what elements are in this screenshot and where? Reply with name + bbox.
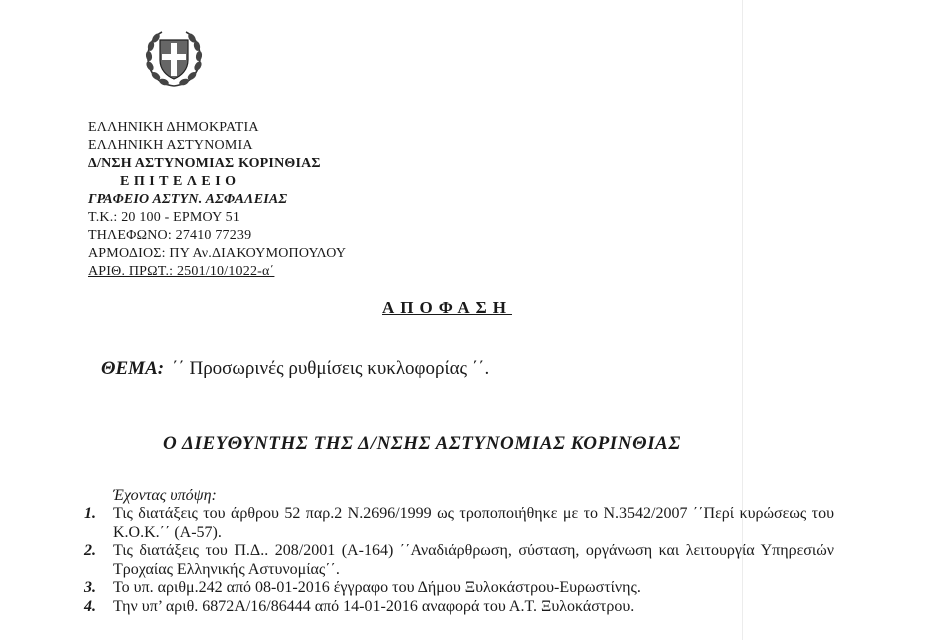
director-heading: Ο ΔΙΕΥΘΥΝΤΗΣ ΤΗΣ Δ/ΝΣΗΣ ΑΣΤΥΝΟΜΙΑΣ ΚΟΡΙΝΘΙΑΣ [163, 433, 681, 454]
header-office: ΓΡΑΦΕΙΟ ΑΣΤΥΝ. ΑΣΦΑΛΕΙΑΣ [88, 192, 288, 207]
list-item-number: 4. [84, 597, 96, 615]
header-responsible-officer: ΑΡΜΟΔΙΟΣ: ΠΥ Αν.ΔΙΑΚΟΥΜΟΠΟΥΛΟΥ [88, 246, 347, 261]
list-item [84, 598, 834, 617]
header-republic: ΕΛΛΗΝΙΚΗ ΔΗΜΟΚΡΑΤΙΑ [88, 120, 259, 135]
subject-line [101, 358, 489, 380]
list-item [84, 579, 834, 598]
header-protocol-number: ΑΡΙΘ. ΠΡΩΤ.: 2501/10/1022-α΄ [88, 264, 275, 279]
list-item-text: Τις διατάξεις του άρθρου 52 παρ.2 Ν.2696/1999 ως τροποποιήθηκε με το Ν.3542/2007 ΄΄Περί κυρώσεως του Κ.Ο.Κ.΄΄ (Α-57). [113, 505, 834, 541]
header-phone: ΤΗΛΕΦΩΝΟ: 27410 77239 [88, 228, 252, 243]
list-item-text: Την υπ’ αριθ. 6872Α/16/86444 από 14-01-2016 αναφορά του Α.Τ. Ξυλοκάστρου. [113, 597, 635, 615]
document-title: ΑΠΟΦΑΣΗ [382, 298, 512, 317]
list-item [84, 542, 834, 579]
considerations-list [84, 505, 834, 616]
header-directorate: Δ/ΝΣΗ ΑΣΤΥΝΟΜΙΑΣ ΚΟΡΙΝΘΙΑΣ [88, 156, 321, 171]
list-item-text: Το υπ. αριθμ.242 από 08-01-2016 έγγραφο του Δήμου Ξυλοκάστρου-Ευρωστίνης. [113, 579, 641, 596]
list-item-text: Τις διατάξεις του Π.Δ.. 208/2001 (Α-164) ΄΄Αναδιάρθρωση, σύσταση, οργάνωση και λειτουργία Υπηρεσιών Τροχαίας Ελληνικής Αστυνομίας΄΄. [113, 542, 834, 578]
list-item-number: 2. [84, 542, 96, 559]
greek-coat-of-arms-icon [142, 26, 206, 90]
list-item-number: 3. [84, 579, 96, 596]
header-postal-address: Τ.Κ.: 20 100 - ΕΡΜΟΥ 51 [88, 210, 241, 225]
header-police: ΕΛΛΗΝΙΚΗ ΑΣΤΥΝΟΜΙΑ [88, 138, 253, 153]
subject-text: ΄΄ Προσωρινές ρυθμίσεις κυκλοφορίας ΄΄. [172, 358, 490, 379]
list-item [84, 505, 834, 542]
header-staff: ΕΠΙΤΕΛΕΙΟ [120, 174, 241, 189]
list-item-number: 1. [84, 505, 96, 522]
considerations-intro: Έχοντας υπόψη: [113, 487, 217, 504]
issuer-header [88, 119, 346, 281]
subject-label: ΘΕΜΑ: [101, 358, 165, 379]
